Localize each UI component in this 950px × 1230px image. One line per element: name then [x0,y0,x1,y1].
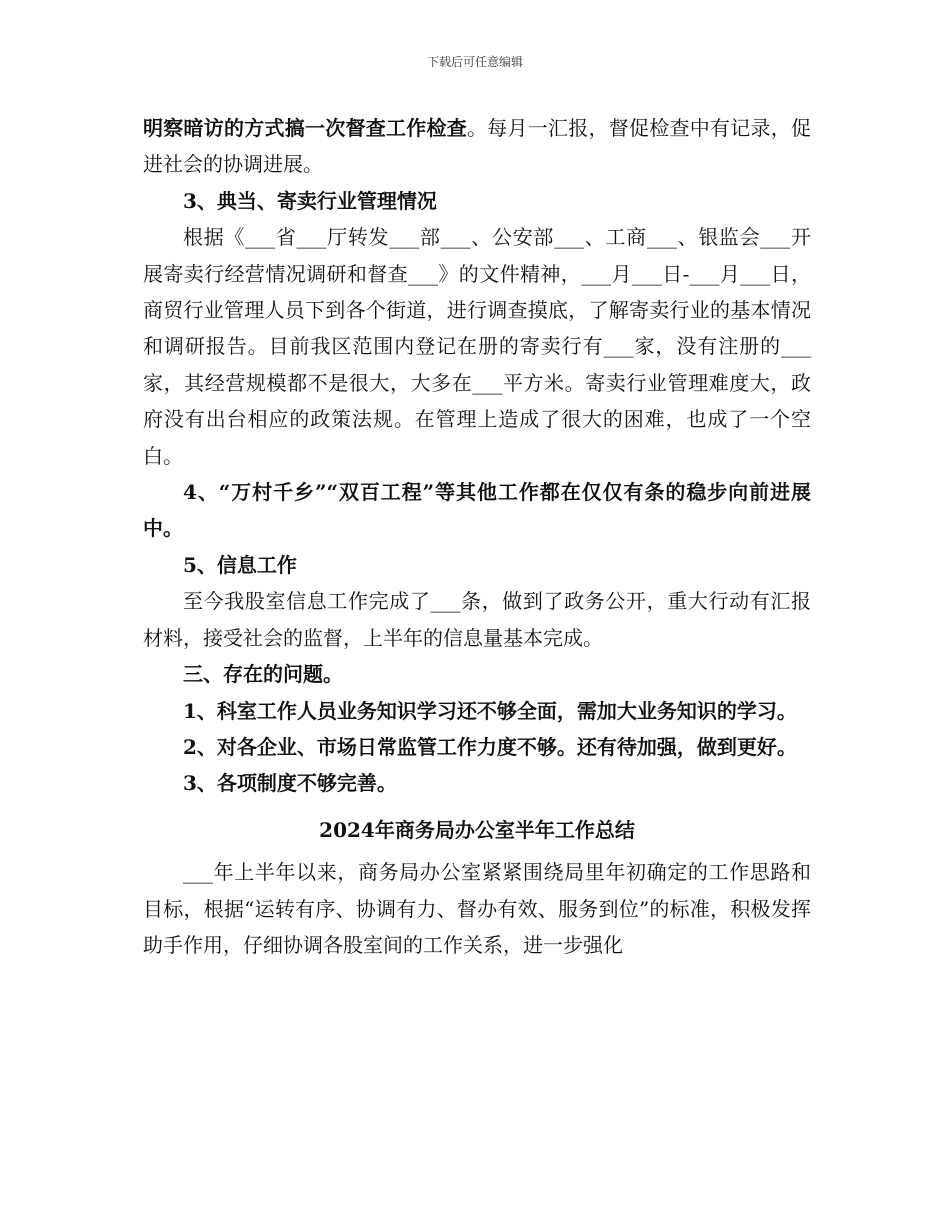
paragraph-pawn-consignment: 根据《___省___厅转发___部___、公安部___、工商___、银监会___开展寄卖行经营情况调研和督查___》的文件精神，___月___日-___月___日，商贸行业管理人员下到各个街道，进行调查摸底，了解寄卖行业的基本情况和调研报告。目前我区范围内登记在册的寄卖行有___家，没有注册的___家，其经营规模都不是很大，大多在___平方米。寄卖行业管理难度大，政府没有出台相应的政策法规。在管理上造成了很大的困难，也成了一个空白。 [143,225,811,468]
problem-item-1: 1、科室工作人员业务知识学习还不够全面，需加大业务知识的学习。 [183,698,797,723]
section-intro: ___年上半年以来，商务局办公室紧紧围绕局里年初确定的工作思路和目标，根据“运转有序、协调有力、督办有效、服务到位”的标准，积极发挥助手作用，仔细协调各股室间的工作关系，进一步强化 [143,860,811,957]
paragraph-other-work: 4、“万村千乡”“双百工程”等其他工作都在仅仅有条的稳步向前进展中。 [143,480,811,541]
paragraph-1-rest: 。每月一汇报，督促检查中有记录，促进社会的协调进展。 [143,116,811,177]
page-header: 下载后可任意编辑 [426,55,523,69]
paragraph-1 [143,110,811,183]
problem-item-3: 3、各项制度不够完善。 [183,771,397,796]
paragraph-1-bold: 明察暗访的方式搞一次督查工作检查 [143,116,467,140]
section-title: 2024年商务局办公室半年工作总结 [319,817,635,842]
heading-pawn-consignment: 3、典当、寄卖行业管理情况 [183,188,437,213]
document-body [143,110,811,963]
problem-item-2: 2、对各企业、市场日常监管工作力度不够。还有待加强，做到更好。 [183,734,797,759]
heading-information-work: 5、信息工作 [183,552,297,577]
paragraph-information-work: 至今我股室信息工作完成了___条，做到了政务公开，重大行动有汇报材料，接受社会的监督，上半年的信息量基本完成。 [143,589,811,650]
heading-problems: 三、存在的问题。 [183,662,343,687]
